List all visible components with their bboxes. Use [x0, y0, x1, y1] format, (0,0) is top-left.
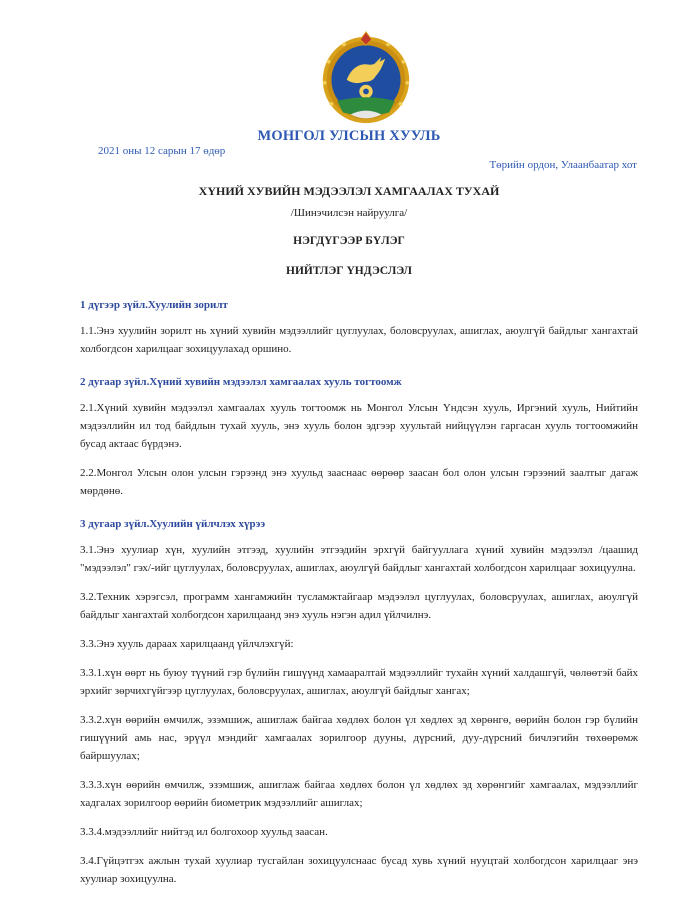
article-paragraph: 1.1.Энэ хуулийн зорилт нь хүний хувийн мэдээллийг цуглуулах, боловсруулах, ашиглах, аюулгүй байдлыг хангахтай холбогдсон харилцааг зохицуулахад оршино.: [80, 325, 638, 355]
law-subtitle: /Шинэчилсэн найруулга/: [290, 207, 408, 219]
issue-date: 2021 оны 12 сарын 17 өдөр: [98, 145, 226, 157]
article-heading: 2 дугаар зүйл.Хүний хувийн мэдээлэл хамгаалах хууль тогтоомж: [80, 376, 402, 388]
article-heading: 3 дугаар зүйл.Хуулийн үйлчлэх хүрээ: [80, 518, 266, 530]
article-paragraph: 2.1.Хүний хувийн мэдээлэл хамгаалах хууль тогтоомж нь Монгол Улсын Үндсэн хууль, Иргэний хууль, Нийтийн мэдээллийн ил тод байдлын тухай хууль, энэ хууль болон эдгээр хуультай нийцүүлэн гаргасан хууль тогтоомжийн бусад актаас бүрдэнэ.: [80, 402, 638, 450]
state-emblem-icon: [318, 30, 414, 126]
issue-place: Төрийн ордон, Улаанбаатар хот: [489, 159, 637, 171]
article-paragraph: 3.3.3.хүн өөрийн өмчилж, эзэмшиж, ашиглаж байгаа хөдлөх болон үл хөдлөх эд хөрөнгийг хамгаалах, мэдээллийг хадгалах зорилгоор өөрийн биометрик мэдээллийг ашиглах;: [80, 779, 638, 809]
law-title: ХҮНИЙ ХУВИЙН МЭДЭЭЛЭЛ ХАМГААЛАХ ТУХАЙ: [198, 184, 500, 198]
article-paragraph: 3.3.Энэ хууль дараах харилцаанд үйлчлэхгүй:: [80, 638, 294, 650]
article-heading: 1 дүгээр зүйл.Хуулийн зорилт: [80, 299, 228, 311]
law-content: [80, 296, 638, 899]
chapter-number: НЭГДҮГЭЭР БҮЛЭГ: [293, 235, 405, 247]
article-paragraph: 3.4.Гүйцэтгэх ажлын тухай хуулиар тусгайлан зохицуулснаас бусад хувь хүний нууцтай холбогдсон харилцааг энэ хуулиар зохицуулна.: [80, 855, 638, 885]
article-paragraph: 3.3.1.хүн өөрт нь буюу түүний гэр бүлийн гишүүнд хамааралтай мэдээллийг тухайн хүний халдашгүй, чөлөөтэй байх эрхийг зөрчихгүйгээр цуглуулах, боловсруулах, ашиглах, аюулгүй байдлыг хангах;: [80, 667, 638, 697]
document-title: МОНГОЛ УЛСЫН ХУУЛЬ: [257, 128, 441, 144]
article-paragraph: 3.3.2.хүн өөрийн өмчилж, эзэмшиж, ашиглаж байгаа хөдлөх болон үл хөдлөх эд хөрөнгө, өөрийн болон гэр бүлийн гишүүний амь нас, эрүүл мэндийг хамгаалах зорилгоор дууны, дүрсний, дуу-дүрсний бичлэгийн төхөөрөмж байршуулах;: [80, 714, 638, 762]
article-paragraph: 3.2.Техник хэрэгсэл, программ хангамжийн тусламжтайгаар мэдээлэл цуглуулах, боловсруулах, ашиглах, аюулгүй байдлыг хангахтай холбогдсон харилцаанд энэ хууль нэгэн адил үйлчилнэ.: [80, 591, 638, 621]
article-paragraph: 3.3.4.мэдээллийг нийтэд ил болгохоор хуульд заасан.: [80, 826, 328, 838]
article-paragraph: 3.1.Энэ хуулиар хүн, хуулийн этгээд, хуулийн этгээдийн эрхгүй байгууллага хүний хувийн мэдээлэл /цаашид "мэдээлэл" гэх/-ийг цуглуулах, боловсруулах, ашиглах, аюулгүй байдлыг хангахтай холбогдсон харилцааг зохицуулна.: [80, 544, 638, 574]
article-paragraph: 2.2.Монгол Улсын олон улсын гэрээнд энэ хуульд зааснаас өөрөөр заасан бол олон улсын гэрээний заалтыг дагаж мөрдөнө.: [80, 467, 638, 497]
chapter-name: НИЙТЛЭГ ҮНДЭСЛЭЛ: [286, 265, 412, 277]
